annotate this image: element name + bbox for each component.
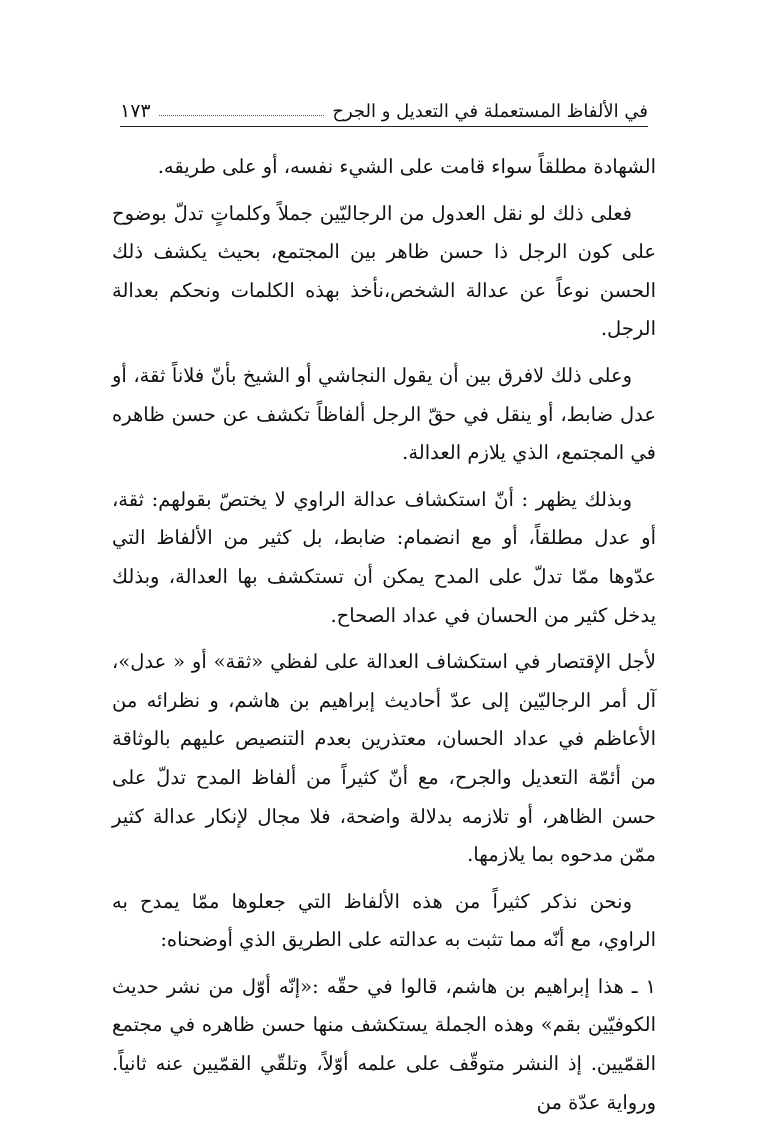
paragraph-4: وبذلك يظهر : أنّ استكشاف عدالة الراوي لا يختصّ بقولهم: ثقة، أو عدل مطلقاً، أو مع انضمام: ضابط، بل كثير من الألفاظ التي عدّوها ممّا تدلّ على المدح يمكن أن تستكشف بها العدالة، وبذلك يدخل كثير من الحسان في عداد الصحاح.: [112, 487, 656, 627]
page-number: ١٧٣: [120, 100, 151, 122]
paragraph-1: الشهادة مطلقاً سواء قامت على الشيء نفسه، أو على طريقه.: [157, 155, 656, 178]
body-text: [112, 148, 656, 1130]
header-title: في الألفاظ المستعملة في التعديل و الجرح: [332, 101, 648, 122]
paragraph-5: لأجل الإقتصار في استكشاف العدالة على لفظي «ثقة» أو « عدل»، آل أمر الرجاليّين إلى عدّ أحاديث إبراهيم بن هاشم، و نظرائه من الأعاظم في عداد الحسان، معتذرين بعدم التنصيص عليهم بالوثاقة من أئمّة التعديل والجرح، مع أنّ كثيراً من ألفاظ المدح تدلّ على حسن الظاهر، أو تلازمه بدلالة واضحة، فلا مجال لإنكار عدالة كثير ممّن مدحوه بما يلازمها.: [112, 650, 656, 867]
header-leader-dots: [159, 114, 325, 116]
paragraph-2: فعلى ذلك لو نقل العدول من الرجاليّين جملاً وكلماتٍ تدلّ بوضوح على كون الرجل ذا حسن ظاهر بين المجتمع، بحيث يكشف ذلك الحسن نوعاً عن عدالة الشخص،نأخذ بهذه الكلمات ونحكم بعدالة الرجل.: [112, 201, 656, 341]
paragraph-7: ١ ـ هذا إبراهيم بن هاشم، قالوا في حقّه :«إنّه أوّل من نشر حديث الكوفيّين بقم» وهذه الجملة يستكشف منها حسن ظاهره في مجتمع القمّيين. إذ النشر متوقّف على علمه أوّلاً، وتلقّي القمّيين عنه ثانياً. ورواية عدّة من: [112, 974, 656, 1114]
running-header: [120, 92, 648, 127]
paragraph-6: ونحن نذكر كثيراً من هذه الألفاظ التي جعلوها ممّا يمدح به الراوي، مع أنّه مما تثبت به عدالته على الطريق الذي أوضحناه:: [112, 889, 656, 952]
paragraph-3: وعلى ذلك لافرق بين أن يقول النجاشي أو الشيخ بأنّ فلاناً ثقة، أو عدل ضابط، أو ينقل في حقّ الرجل ألفاظاً تكشف عن حسن ظاهره في المجتمع، الذي يلازم العدالة.: [112, 363, 656, 465]
